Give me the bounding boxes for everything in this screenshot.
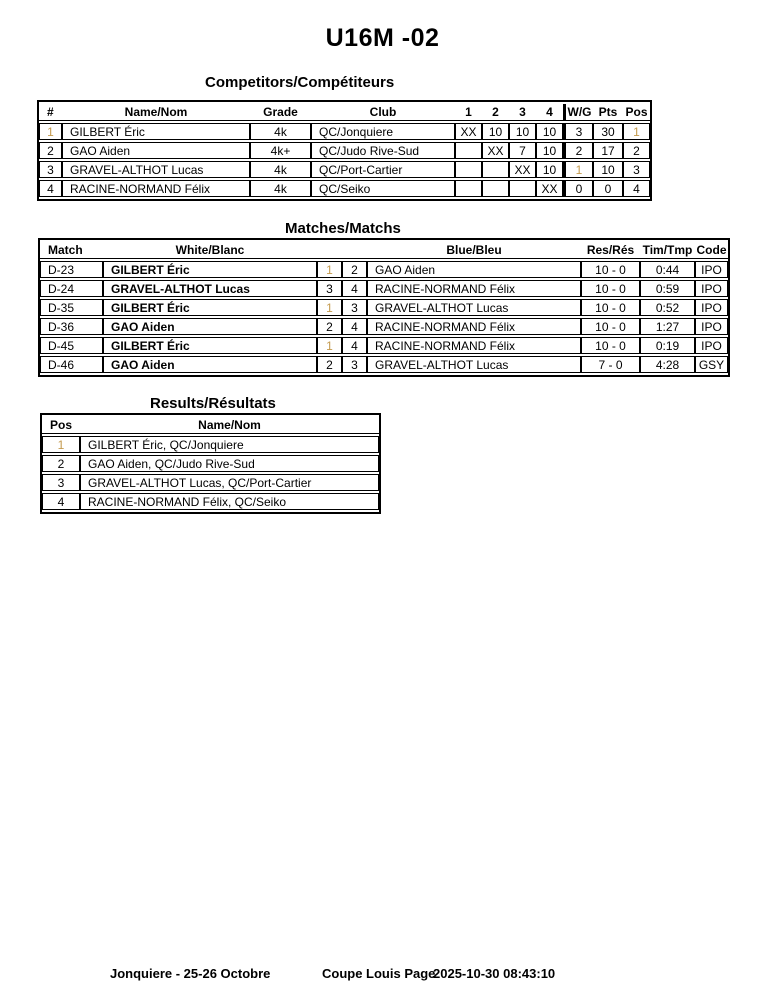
code-cell: IPO <box>695 299 728 316</box>
competitor-number-cell: 1 <box>39 123 62 140</box>
col-header-number: # <box>39 104 62 121</box>
wins-cell: 0 <box>563 180 593 197</box>
competitor-row <box>39 180 650 197</box>
round-4-result-cell: XX <box>536 180 563 197</box>
blue-number-cell: 3 <box>342 356 367 373</box>
result-cell: 7 - 0 <box>581 356 640 373</box>
col-header-points: Pts <box>593 104 623 121</box>
competitor-club-cell: QC/Seiko <box>311 180 455 197</box>
competitor-name-cell: GRAVEL-ALTHOT Lucas <box>62 161 250 178</box>
col-header-white-number <box>317 242 342 259</box>
competitors-section-title: Competitors/Compétiteurs <box>205 74 395 91</box>
blue-player-cell: GRAVEL-ALTHOT Lucas <box>367 356 581 373</box>
blue-player-cell: RACINE-NORMAND Félix <box>367 337 581 354</box>
round-3-result-cell <box>509 180 536 197</box>
competitor-name-cell: RACINE-NORMAND Félix <box>62 180 250 197</box>
competitors-table <box>37 100 652 201</box>
wins-cell: 3 <box>563 123 593 140</box>
round-4-result-cell: 10 <box>536 142 563 159</box>
col-header-club: Club <box>311 104 455 121</box>
match-id-cell: D-35 <box>40 299 103 316</box>
blue-number-cell: 4 <box>342 318 367 335</box>
col-header-round-1: 1 <box>455 104 482 121</box>
page-title: U16M -02 <box>325 24 440 52</box>
col-header-round-2: 2 <box>482 104 509 121</box>
round-3-result-cell: 7 <box>509 142 536 159</box>
white-number-cell: 1 <box>317 261 342 278</box>
col-header-blue: Blue/Bleu <box>367 242 581 259</box>
white-player-cell: GAO Aiden <box>103 356 317 373</box>
competitor-grade-cell: 4k+ <box>250 142 311 159</box>
result-row <box>42 436 379 453</box>
matches-section-title: Matches/Matchs <box>285 220 401 237</box>
match-row <box>40 261 728 278</box>
round-1-result-cell: XX <box>455 123 482 140</box>
competitors-header-row <box>39 104 650 121</box>
blue-number-cell: 3 <box>342 299 367 316</box>
position-cell: 2 <box>623 142 650 159</box>
code-cell: IPO <box>695 280 728 297</box>
match-id-cell: D-36 <box>40 318 103 335</box>
competitor-name-cell: GILBERT Éric <box>62 123 250 140</box>
competitor-name-cell: GAO Aiden <box>62 142 250 159</box>
position-cell: 3 <box>623 161 650 178</box>
result-position-cell: 2 <box>42 455 80 472</box>
col-header-match: Match <box>40 242 103 259</box>
position-cell: 1 <box>623 123 650 140</box>
points-cell: 17 <box>593 142 623 159</box>
footer-tournament-name: Coupe Louis Page <box>322 966 436 981</box>
round-2-result-cell <box>482 180 509 197</box>
result-name-cell: GRAVEL-ALTHOT Lucas, QC/Port-Cartier <box>80 474 379 491</box>
round-3-result-cell: XX <box>509 161 536 178</box>
results-table <box>40 413 381 514</box>
time-cell: 0:52 <box>640 299 695 316</box>
results-header-row <box>42 417 379 434</box>
wins-cell: 2 <box>563 142 593 159</box>
time-cell: 0:19 <box>640 337 695 354</box>
round-1-result-cell <box>455 161 482 178</box>
competitor-number-cell: 2 <box>39 142 62 159</box>
result-row <box>42 493 379 510</box>
result-name-cell: RACINE-NORMAND Félix, QC/Seiko <box>80 493 379 510</box>
time-cell: 0:44 <box>640 261 695 278</box>
round-2-result-cell: 10 <box>482 123 509 140</box>
round-1-result-cell <box>455 180 482 197</box>
time-cell: 1:27 <box>640 318 695 335</box>
time-cell: 0:59 <box>640 280 695 297</box>
blue-player-cell: RACINE-NORMAND Félix <box>367 318 581 335</box>
match-row <box>40 356 728 373</box>
white-player-cell: GILBERT Éric <box>103 299 317 316</box>
matches-table <box>38 238 730 377</box>
competitor-club-cell: QC/Judo Rive-Sud <box>311 142 455 159</box>
col-header-white: White/Blanc <box>103 242 317 259</box>
competitor-grade-cell: 4k <box>250 180 311 197</box>
result-position-cell: 4 <box>42 493 80 510</box>
col-header-position: Pos <box>623 104 650 121</box>
wins-cell: 1 <box>563 161 593 178</box>
competitor-grade-cell: 4k <box>250 161 311 178</box>
white-number-cell: 1 <box>317 299 342 316</box>
match-row <box>40 299 728 316</box>
points-cell: 30 <box>593 123 623 140</box>
competitor-number-cell: 4 <box>39 180 62 197</box>
col-header-grade: Grade <box>250 104 311 121</box>
matches-header-row <box>40 242 728 259</box>
col-header-code: Code <box>696 243 727 257</box>
code-cell: IPO <box>695 261 728 278</box>
white-player-cell: GILBERT Éric <box>103 261 317 278</box>
match-row <box>40 318 728 335</box>
competitor-row <box>39 161 650 178</box>
white-number-cell: 3 <box>317 280 342 297</box>
match-row <box>40 280 728 297</box>
white-player-cell: GILBERT Éric <box>103 337 317 354</box>
match-id-cell: D-46 <box>40 356 103 373</box>
result-cell: 10 - 0 <box>581 318 640 335</box>
code-cell: IPO <box>695 318 728 335</box>
match-id-cell: D-23 <box>40 261 103 278</box>
blue-player-cell: GRAVEL-ALTHOT Lucas <box>367 299 581 316</box>
competitor-row <box>39 142 650 159</box>
footer-location-date: Jonquiere - 25-26 Octobre <box>110 966 271 981</box>
code-cell: IPO <box>695 337 728 354</box>
result-cell: 10 - 0 <box>581 299 640 316</box>
footer-print-timestamp: 2025-10-30 08:43:10 <box>433 966 556 981</box>
result-cell: 10 - 0 <box>581 261 640 278</box>
time-cell: 4:28 <box>640 356 695 373</box>
round-4-result-cell: 10 <box>536 123 563 140</box>
results-section-title: Results/Résultats <box>150 395 276 412</box>
white-player-cell: GAO Aiden <box>103 318 317 335</box>
col-header-round-3: 3 <box>509 104 536 121</box>
col-header-name: Name/Nom <box>62 104 250 121</box>
col-header-result: Res/Rés <box>581 242 640 259</box>
points-cell: 0 <box>593 180 623 197</box>
result-row <box>42 474 379 491</box>
result-name-cell: GAO Aiden, QC/Judo Rive-Sud <box>80 455 379 472</box>
result-position-cell: 3 <box>42 474 80 491</box>
competitor-row <box>39 123 650 140</box>
col-header-blue-number <box>342 242 367 259</box>
round-2-result-cell: XX <box>482 142 509 159</box>
position-cell: 4 <box>623 180 650 197</box>
blue-number-cell: 2 <box>342 261 367 278</box>
result-position-cell: 1 <box>42 436 80 453</box>
col-header-wins: W/G <box>563 104 593 121</box>
competitor-club-cell: QC/Port-Cartier <box>311 161 455 178</box>
result-cell: 10 - 0 <box>581 280 640 297</box>
blue-player-cell: RACINE-NORMAND Félix <box>367 280 581 297</box>
result-cell: 10 - 0 <box>581 337 640 354</box>
round-1-result-cell <box>455 142 482 159</box>
white-player-cell: GRAVEL-ALTHOT Lucas <box>103 280 317 297</box>
col-header-position: Pos <box>42 417 80 434</box>
points-cell: 10 <box>593 161 623 178</box>
col-header-name: Name/Nom <box>80 417 379 434</box>
competitor-club-cell: QC/Jonquiere <box>311 123 455 140</box>
match-row <box>40 337 728 354</box>
blue-number-cell: 4 <box>342 337 367 354</box>
competitor-number-cell: 3 <box>39 161 62 178</box>
match-id-cell: D-24 <box>40 280 103 297</box>
col-header-time: Tim/Tmp <box>640 242 695 259</box>
white-number-cell: 2 <box>317 356 342 373</box>
white-number-cell: 2 <box>317 318 342 335</box>
match-id-cell: D-45 <box>40 337 103 354</box>
col-header-round-4: 4 <box>536 104 563 121</box>
result-row <box>42 455 379 472</box>
blue-player-cell: GAO Aiden <box>367 261 581 278</box>
white-number-cell: 1 <box>317 337 342 354</box>
result-name-cell: GILBERT Éric, QC/Jonquiere <box>80 436 379 453</box>
competitor-grade-cell: 4k <box>250 123 311 140</box>
round-3-result-cell: 10 <box>509 123 536 140</box>
code-cell: GSY <box>695 356 728 373</box>
round-4-result-cell: 10 <box>536 161 563 178</box>
round-2-result-cell <box>482 161 509 178</box>
blue-number-cell: 4 <box>342 280 367 297</box>
